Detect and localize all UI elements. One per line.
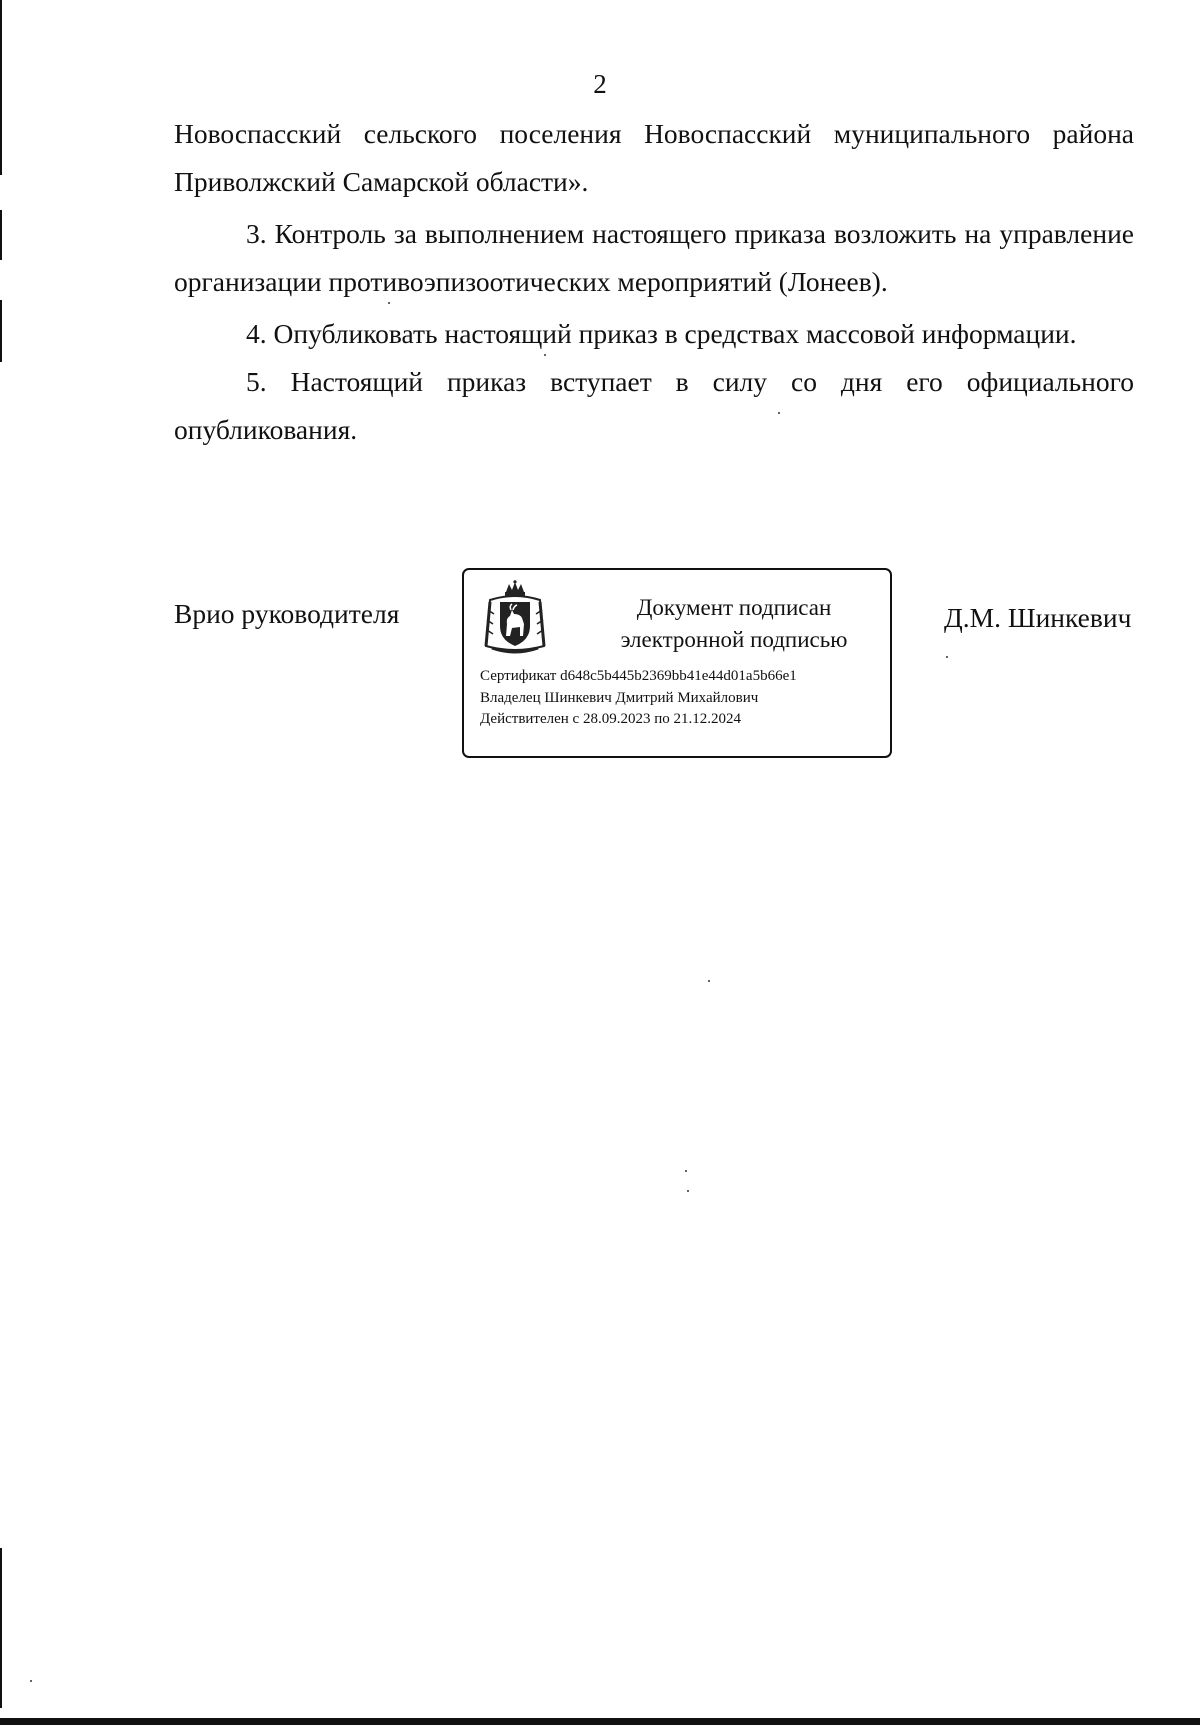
paragraph-publish: 4. Опубликовать настоящий приказ в средствах массовой информации. (246, 318, 1077, 349)
scan-bottom-edge (0, 1718, 1200, 1725)
stamp-title-line: электронной подписью (620, 627, 848, 652)
scan-speck (708, 980, 710, 982)
stamp-title-line: Документ подписан (636, 595, 832, 620)
samara-coat-of-arms-icon (482, 580, 548, 656)
scan-speck (778, 412, 780, 414)
certificate-validity: Действителен с 28.09.2023 по 21.12.2024 (480, 711, 741, 727)
certificate-details (480, 666, 890, 731)
scan-edge-mark (0, 300, 2, 362)
paragraph-control: 3. Контроль за выполнением настоящего приказа возложить на управление организации противоэпизоотических мероприятий (Лонеев). (174, 218, 1134, 297)
paragraph-effective: 5. Настоящий приказ вступает в силу со дня его официального опубликования. (174, 366, 1134, 445)
signer-name: Д.М. Шинкевич (944, 602, 1132, 633)
scan-speck (685, 1170, 687, 1172)
scan-speck (687, 1190, 689, 1192)
scan-speck (946, 656, 948, 658)
paragraph-line: Приволжский Самарской области». (174, 166, 589, 197)
page-number: 2 (593, 69, 607, 99)
scan-speck (544, 354, 546, 356)
stamp-title (584, 592, 884, 656)
scan-edge-mark (0, 1548, 2, 1708)
scan-edge-mark (0, 210, 2, 260)
paragraph-continuation (174, 110, 1134, 206)
scan-speck (30, 1680, 32, 1682)
paragraph-line: Новоспасский сельского поселения Новоспасский муниципального района (174, 118, 1134, 149)
signer-position: Врио руководителя (174, 598, 400, 629)
scan-edge-mark (0, 0, 2, 175)
certificate-number: Сертификат d648c5b445b2369bb41e44d01a5b66e1 (480, 668, 797, 684)
scan-speck (388, 302, 390, 304)
electronic-signature-stamp (462, 568, 892, 758)
certificate-owner: Владелец Шинкевич Дмитрий Михайлович (480, 689, 759, 706)
